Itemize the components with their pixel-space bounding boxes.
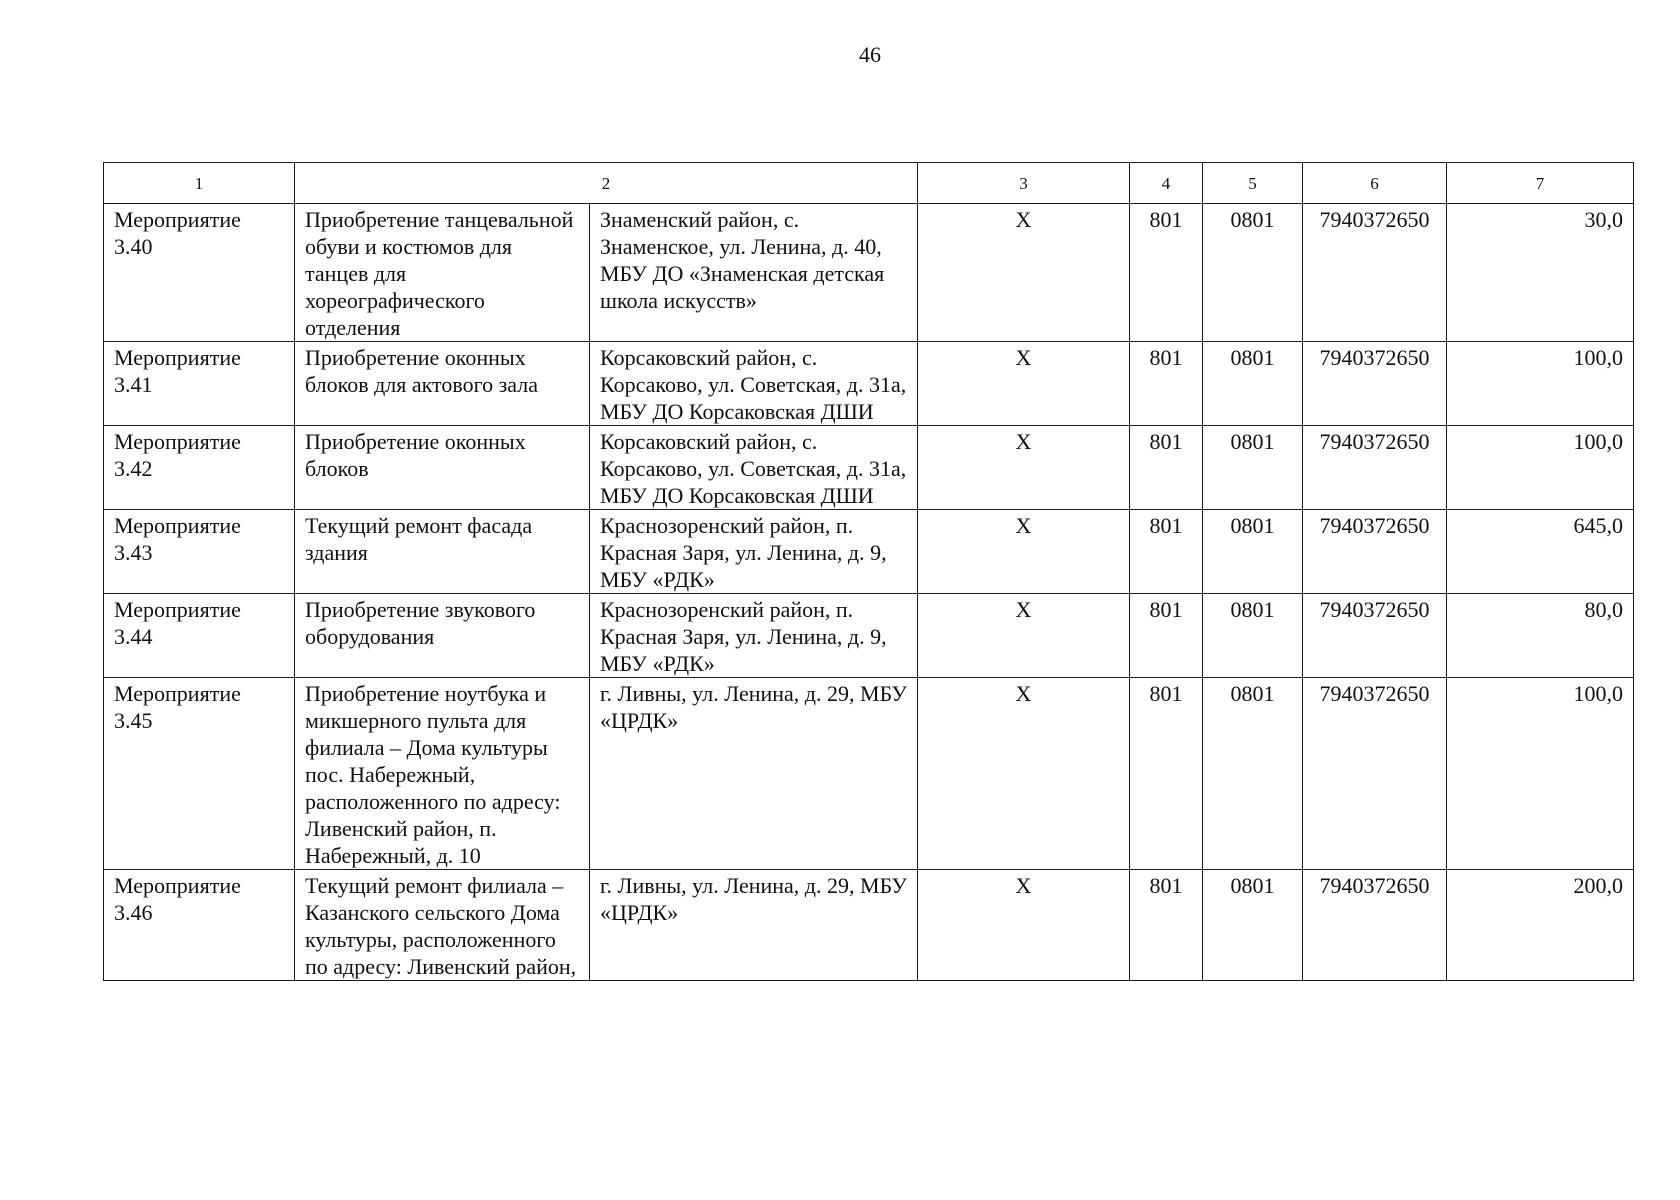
col6-cell: 7940372650 (1303, 594, 1447, 678)
address-cell: г. Ливны, ул. Ленина, д. 29, МБУ «ЦРДК» (590, 870, 918, 981)
table-row (104, 678, 1634, 870)
address-cell: Корсаковский район, с. Корсаково, ул. Советская, д. 31а, МБУ ДО Корсаковская ДШИ (590, 342, 918, 426)
table-row (104, 342, 1634, 426)
col3-cell: Х (918, 204, 1130, 342)
col5-cell: 0801 (1203, 204, 1303, 342)
col4-cell: 801 (1130, 342, 1203, 426)
col7-cell: 645,0 (1447, 510, 1634, 594)
col5-cell: 0801 (1203, 594, 1303, 678)
table-header-row (104, 163, 1634, 204)
col7-cell: 100,0 (1447, 678, 1634, 870)
address-cell: Краснозоренский район, п. Красная Заря, ул. Ленина, д. 9, МБУ «РДК» (590, 594, 918, 678)
description-cell: Приобретение оконных блоков (295, 426, 590, 510)
col6-cell: 7940372650 (1303, 426, 1447, 510)
col6-cell: 7940372650 (1303, 870, 1447, 981)
header-cell-4: 4 (1130, 163, 1203, 204)
col3-cell: Х (918, 678, 1130, 870)
event-cell: Мероприятие 3.42 (104, 426, 295, 510)
col5-cell: 0801 (1203, 342, 1303, 426)
description-cell: Текущий ремонт фасада здания (295, 510, 590, 594)
header-cell-7: 7 (1447, 163, 1634, 204)
col5-cell: 0801 (1203, 678, 1303, 870)
col7-cell: 80,0 (1447, 594, 1634, 678)
header-cell-3: 3 (918, 163, 1130, 204)
table-row (104, 870, 1634, 981)
description-cell: Приобретение звукового оборудования (295, 594, 590, 678)
address-cell: Корсаковский район, с. Корсаково, ул. Советская, д. 31а, МБУ ДО Корсаковская ДШИ (590, 426, 918, 510)
header-cell-5: 5 (1203, 163, 1303, 204)
col7-cell: 200,0 (1447, 870, 1634, 981)
col4-cell: 801 (1130, 594, 1203, 678)
measures-table (103, 162, 1634, 981)
address-cell: Знаменский район, с. Знаменское, ул. Ленина, д. 40, МБУ ДО «Знаменская детская школа искусств» (590, 204, 918, 342)
col7-cell: 30,0 (1447, 204, 1634, 342)
col5-cell: 0801 (1203, 870, 1303, 981)
col5-cell: 0801 (1203, 426, 1303, 510)
col3-cell: Х (918, 510, 1130, 594)
table-row (104, 510, 1634, 594)
col6-cell: 7940372650 (1303, 678, 1447, 870)
event-cell: Мероприятие 3.43 (104, 510, 295, 594)
col7-cell: 100,0 (1447, 342, 1634, 426)
col5-cell: 0801 (1203, 510, 1303, 594)
col3-cell: Х (918, 594, 1130, 678)
address-cell: Краснозоренский район, п. Красная Заря, ул. Ленина, д. 9, МБУ «РДК» (590, 510, 918, 594)
table-row (104, 594, 1634, 678)
description-cell: Приобретение танцевальной обуви и костюмов для танцев для хореографического отделения (295, 204, 590, 342)
col4-cell: 801 (1130, 426, 1203, 510)
col7-cell: 100,0 (1447, 426, 1634, 510)
event-cell: Мероприятие 3.40 (104, 204, 295, 342)
col6-cell: 7940372650 (1303, 342, 1447, 426)
event-cell: Мероприятие 3.46 (104, 870, 295, 981)
col4-cell: 801 (1130, 204, 1203, 342)
col6-cell: 7940372650 (1303, 204, 1447, 342)
table-row (104, 204, 1634, 342)
header-cell-2: 2 (295, 163, 918, 204)
col3-cell: Х (918, 426, 1130, 510)
description-cell: Текущий ремонт филиала – Казанского сельского Дома культуры, расположенного по адресу: Ливенский район, (295, 870, 590, 981)
col4-cell: 801 (1130, 678, 1203, 870)
event-cell: Мероприятие 3.45 (104, 678, 295, 870)
col6-cell: 7940372650 (1303, 510, 1447, 594)
col4-cell: 801 (1130, 870, 1203, 981)
col4-cell: 801 (1130, 510, 1203, 594)
event-cell: Мероприятие 3.41 (104, 342, 295, 426)
header-cell-1: 1 (104, 163, 295, 204)
description-cell: Приобретение ноутбука и микшерного пульта для филиала – Дома культуры пос. Набережный, расположенного по адресу: Ливенский район, п. Набережный, д. 10 (295, 678, 590, 870)
page-number: 46 (859, 42, 881, 67)
col3-cell: Х (918, 342, 1130, 426)
col3-cell: Х (918, 870, 1130, 981)
description-cell: Приобретение оконных блоков для актового зала (295, 342, 590, 426)
address-cell: г. Ливны, ул. Ленина, д. 29, МБУ «ЦРДК» (590, 678, 918, 870)
event-cell: Мероприятие 3.44 (104, 594, 295, 678)
header-cell-6: 6 (1303, 163, 1447, 204)
table-row (104, 426, 1634, 510)
